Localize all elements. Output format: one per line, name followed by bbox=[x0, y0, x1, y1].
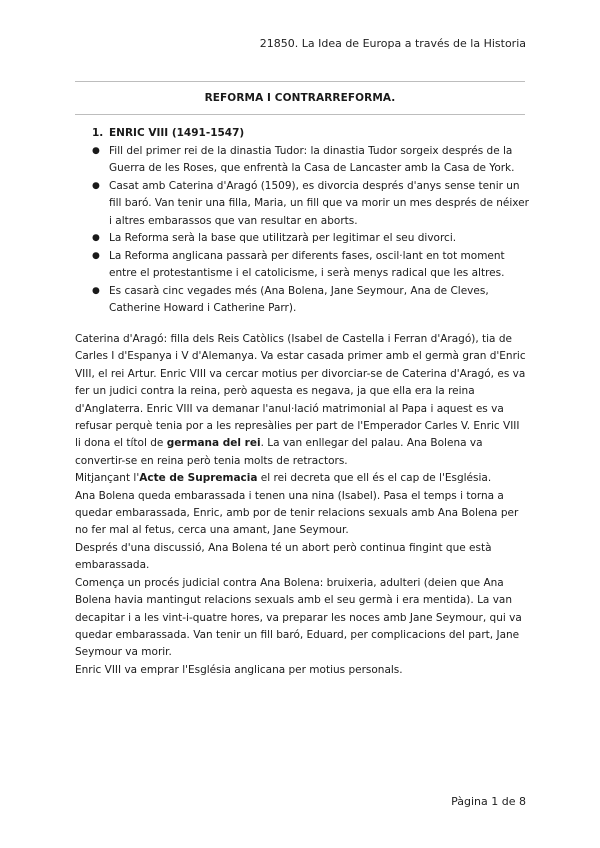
list-item: ● La Reforma anglicana passarà per diferents fases, oscil·lant en tot moment entre el protestantisme i el catolicisme, i serà menys radical que les altres. bbox=[92, 249, 505, 279]
bullet-icon: ● bbox=[92, 180, 100, 191]
document-header: 21850. La Idea de Europa a través de la Historia bbox=[259, 37, 526, 50]
bullet-icon: ● bbox=[92, 145, 100, 156]
top-divider bbox=[75, 81, 525, 82]
paragraph: Després d'una discussió, Ana Bolena té un abort però continua fingint que està embarassada. bbox=[75, 541, 492, 572]
body-text bbox=[75, 331, 527, 679]
bullet-list bbox=[92, 143, 532, 318]
paragraph: Enric VIII va emprar l'Església anglicana per motius personals. bbox=[75, 663, 403, 676]
bullet-icon: ● bbox=[92, 250, 100, 261]
paragraph: Caterina d'Aragó: filla dels Reis Catòlics (Isabel de Castella i Ferran d'Aragó), tia de Carles I d'Espanya i V d'Alemanya. Va estar casada primer amb el germà gran d'Enric VIII, el rei Artur. Enric VIII va cercar motius per divorciar-se de Caterina d'Aragó, es va fer un judici contra la reina, però aquesta es negava, ja que ella era la reina d'Anglaterra. Enric VIII va demanar l'anul·lació matrimonial al Papa i aquest es va refusar perquè tenia por a les represàlies per part de l'Emperador Carles V. Enric VIII li dona el títol de germana del rei. La van enllegar del palau. Ana Bolena va convertir-se en reina però tenia molts de retractors. bbox=[75, 333, 526, 467]
paragraph: Comença un procés judicial contra Ana Bolena: bruixeria, adulteri (deien que Ana Bolena havia mantingut relacions sexuals amb el seu germà i era mentida). La van decapitar i a les vint-i-quatre hores, va preparar les noces amb Jane Seymour, qui va quedar embarassada. Van tenir un fill baró, Eduard, per complicacions del part, Jane Seymour va morir. bbox=[75, 576, 522, 659]
bold-term: germana del rei bbox=[166, 437, 261, 450]
bullet-icon: ● bbox=[92, 285, 100, 296]
page-title: REFORMA I CONTRARREFORMA. bbox=[204, 92, 396, 104]
paragraph: Mitjançant l'Acte de Supremacia el rei decreta que ell és el cap de l'Església. bbox=[75, 472, 492, 485]
list-item: ● Fill del primer rei de la dinastia Tudor: la dinastia Tudor sorgeix després de la Guerra de les Roses, que enfrentà la Casa de Lancaster amb la Casa de York. bbox=[92, 144, 515, 174]
paragraph: Ana Bolena queda embarassada i tenen una nina (Isabel). Pasa el temps i torna a quedar embarassada, Enric, amb por de tenir relacions sexuals amb Ana Bolena per no fer mal al fetus, cerca una amant, Jane Seymour. bbox=[75, 489, 519, 537]
section-enric-viii bbox=[92, 125, 532, 318]
bullet-icon: ● bbox=[92, 233, 100, 243]
bold-term: Acte de Supremacia bbox=[139, 472, 258, 485]
title-divider bbox=[75, 114, 525, 115]
list-item: ● Casat amb Caterina d'Aragó (1509), es divorcia després d'anys sense tenir un fill baró. Van tenir una filla, Maria, un fill que va morir un mes després de néixer i altres embarassos que van resultar en aborts. bbox=[92, 179, 529, 227]
section-heading-text: ENRIC VIII (1491-1547) bbox=[109, 127, 245, 139]
section-number: 1. bbox=[92, 127, 104, 139]
list-item: ● Es casarà cinc vegades més (Ana Bolena, Jane Seymour, Ana de Cleves, Catherine Howard i Catherine Parr). bbox=[92, 284, 489, 314]
page-number: Pàgina 1 de 8 bbox=[451, 795, 526, 808]
section-heading bbox=[92, 125, 532, 143]
list-item: ● La Reforma serà la base que utilitzarà per legitimar el seu divorci. bbox=[92, 230, 532, 248]
